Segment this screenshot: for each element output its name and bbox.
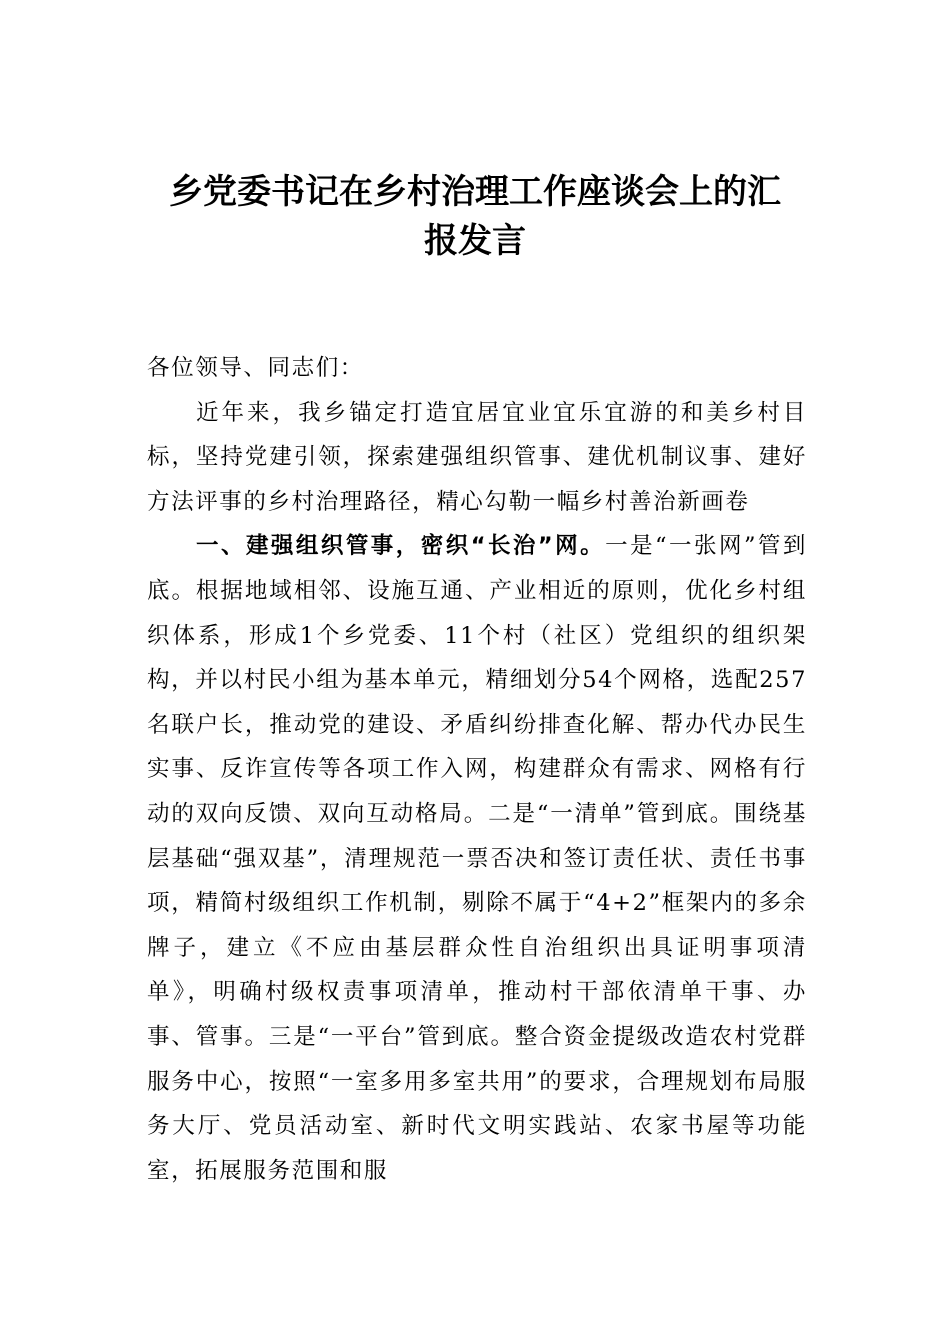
section-1-paragraph — [147, 524, 807, 1193]
section-1-heading: 一、建强组织管事，密织“长治”网。 — [196, 533, 606, 560]
document-body — [147, 346, 807, 1193]
section-1-text: 一是“一张网”管到底。根据地域相邻、设施互通、产业相近的原则，优化乡村组织体系，形成1个乡党委、11个村（社区）党组织的组织架构，并以村民小组为基本单元，精细划分54个网格，选配257名联户长，推动党的建设、矛盾纠纷排查化解、帮办代办民生实事、反诈宣传等各项工作入网，构建群众有需求、网格有行动的双向反馈、双向互动格局。二是“一清单”管到底。围绕基层基础“强双基”，清理规范一票否决和签订责任状、责任书事项，精简村级组织工作机制，剔除不属于“4+2”框架内的多余牌子，建立《不应由基层群众性自治组织出具证明事项清单》，明确村级权责事项清单，推动村干部依清单干事、办事、管事。三是“一平台”管到底。整合资金提级改造农村党群服务中心，按照“一室多用多室共用”的要求，合理规划布局服务大厅、党员活动室、新时代文明实践站、农家书屋等功能室，拓展服务范围和服 — [147, 533, 807, 1184]
document-title-line-2: 报发言 — [424, 221, 526, 261]
salutation: 各位领导、同志们： — [147, 355, 364, 381]
document-title-line-1: 乡党委书记在乡村治理工作座谈会上的汇 — [169, 172, 781, 212]
intro-paragraph: 近年来，我乡锚定打造宜居宜业宜乐宜游的和美乡村目标，坚持党建引领，探索建强组织管事、建优机制议事、建好方法评事的乡村治理路径，精心勾勒一幅乡村善治新画卷 — [147, 399, 807, 515]
